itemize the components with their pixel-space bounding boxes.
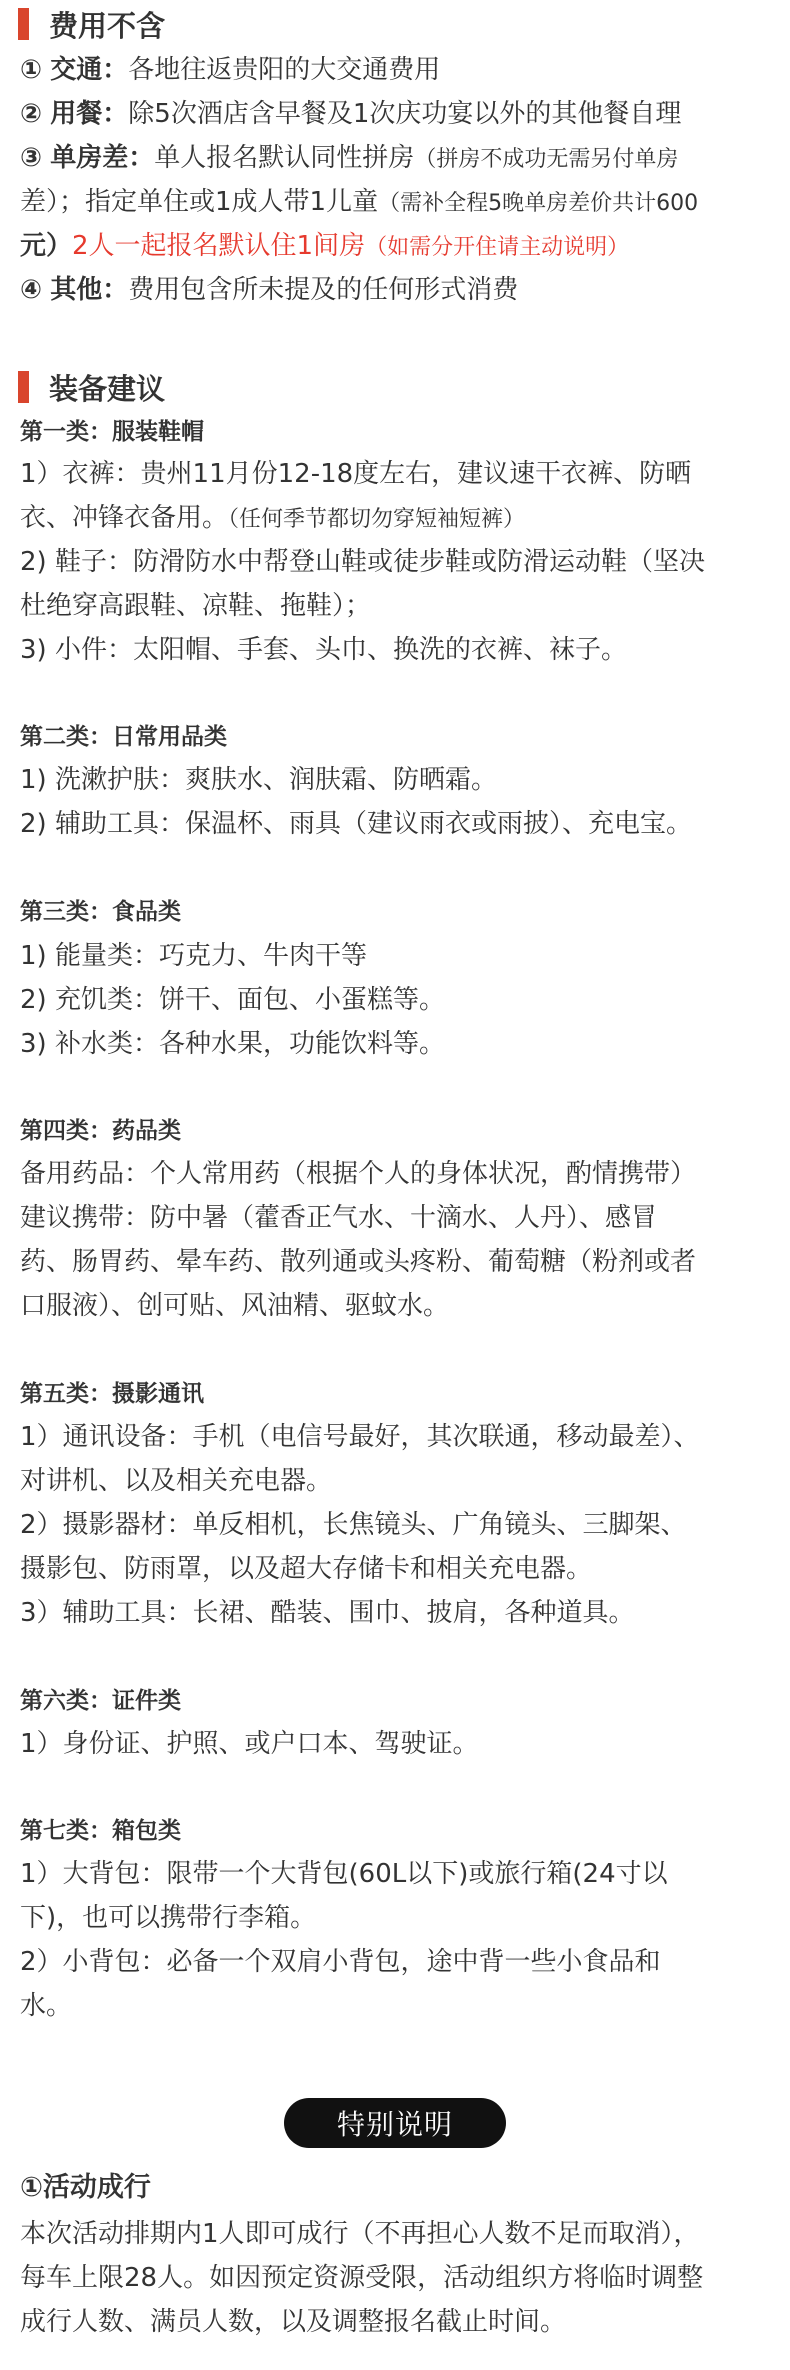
item-label: 其他： (50, 275, 129, 305)
excluded-item-transport (20, 48, 780, 92)
activity-line: 成行人数、满员人数，以及调整报名截止时间。 (20, 2307, 567, 2337)
category-line: 2）小背包：必备一个双肩小背包，途中背一些小食品和 (20, 1947, 661, 1977)
item-text: 除5次酒店含早餐及1次庆功宴以外的其他餐自理 (128, 99, 682, 129)
item-label: 交通： (50, 55, 129, 85)
activity-line: 每车上限28人。如因预定资源受限，活动组织方将临时调整 (20, 2263, 704, 2293)
activity-title: ①活动成行 (20, 2172, 151, 2203)
category-title: 第一类：服装鞋帽 (20, 419, 204, 445)
item-mark: ③ (20, 143, 43, 173)
item-label: 单房差： (50, 143, 155, 173)
item-text: 元） (20, 231, 73, 261)
item-mark: ② (20, 99, 43, 129)
red-highlight-text: 2人一起报名默认住1间房 (72, 231, 366, 261)
category-line: 1) 能量类：巧克力、牛肉干等 (20, 941, 367, 971)
category-title: 第七类：箱包类 (20, 1818, 181, 1844)
category-line: 3）辅助工具：长裙、酷装、围巾、披肩，各种道具。 (20, 1598, 635, 1628)
excluded-item-meals (20, 92, 780, 136)
category-line: 2）摄影器材：单反相机，长焦镜头、广角镜头、三脚架、 (20, 1510, 687, 1540)
category-line: 备用药品：个人常用药（根据个人的身体状况，酌情携带） (20, 1159, 697, 1189)
category-line: 药、肠胃药、晕车药、散列通或头疼粉、葡萄糖（粉剂或者 (20, 1247, 697, 1277)
item-note: （拼房不成功无需另付单房 (414, 147, 679, 172)
category-title: 第二类：日常用品类 (20, 724, 227, 750)
category-line: 1）通讯设备：手机（电信号最好，其次联通，移动最差）、 (20, 1422, 700, 1452)
activity-line: 本次活动排期内1人即可成行（不再担心人数不足而取消）， (20, 2219, 700, 2249)
category-line: 1）衣裤：贵州11月份12-18度左右，建议速干衣裤、防晒 (20, 459, 692, 489)
category-line: 杜绝穿高跟鞋、凉鞋、拖鞋）； (20, 591, 372, 621)
category-title: 第六类：证件类 (20, 1688, 181, 1714)
excluded-item-other (20, 268, 780, 312)
category-line-with-note (20, 496, 780, 542)
category-line: 2) 充饥类：饼干、面包、小蛋糕等。 (20, 985, 445, 1015)
category-line: 2) 鞋子：防滑防水中帮登山鞋或徒步鞋或防滑运动鞋（坚决 (20, 547, 705, 577)
category-line: 下)，也可以携带行李箱。 (20, 1903, 317, 1933)
category-line: 2) 辅助工具：保温杯、雨具（建议雨衣或雨披）、充电宝。 (20, 809, 692, 839)
category-line: 对讲机、以及相关充电器。 (20, 1466, 333, 1496)
item-note: （需补全程5晚单房差价共计600 (378, 191, 699, 216)
item-text: 费用包含所未提及的任何形式消费 (128, 275, 519, 305)
excluded-item-single-room-line3 (20, 224, 780, 270)
category-line: 3) 小件：太阳帽、手套、头巾、换洗的衣裤、袜子。 (20, 635, 627, 665)
category-title: 第五类：摄影通讯 (20, 1381, 204, 1407)
special-notes-pill: 特别说明 (284, 2098, 506, 2148)
item-text: 差）；指定单住或1成人带1儿童 (20, 187, 379, 217)
accent-bar (18, 371, 29, 403)
section-header-excluded (18, 4, 165, 44)
category-line: 建议携带：防中暑（藿香正气水、十滴水、人丹）、感冒 (20, 1203, 658, 1233)
category-line: 水。 (20, 1991, 73, 2021)
item-label: 用餐： (50, 99, 129, 129)
category-line: 摄影包、防雨罩，以及超大存储卡和相关充电器。 (20, 1554, 593, 1584)
item-mark: ① (20, 55, 43, 85)
category-note: （任何季节都切勿穿短袖短裤） (228, 507, 526, 532)
category-title: 第三类：食品类 (20, 899, 181, 925)
category-line: 口服液）、创可贴、风油精、驱蚊水。 (20, 1291, 450, 1321)
section-title: 费用不含 (49, 8, 166, 43)
category-line: 衣、冲锋衣备用。 (20, 503, 229, 533)
accent-bar (18, 8, 29, 40)
red-note-text: （如需分开住请主动说明） (365, 235, 630, 260)
category-line: 3) 补水类：各种水果，功能饮料等。 (20, 1029, 445, 1059)
category-line: 1）身份证、护照、或户口本、驾驶证。 (20, 1729, 479, 1759)
excluded-item-single-room-line2 (20, 180, 780, 226)
section-header-gear (18, 367, 165, 407)
item-text: 各地往返贵阳的大交通费用 (128, 55, 441, 85)
category-line: 1) 洗漱护肤：爽肤水、润肤霜、防晒霜。 (20, 765, 497, 795)
item-mark: ④ (20, 275, 43, 305)
section-title: 装备建议 (49, 371, 166, 406)
item-text: 单人报名默认同性拼房 (154, 143, 415, 173)
category-line: 1）大背包：限带一个大背包(60L以下)或旅行箱(24寸以 (20, 1859, 668, 1889)
excluded-item-single-room (20, 136, 780, 182)
category-title: 第四类：药品类 (20, 1118, 181, 1144)
